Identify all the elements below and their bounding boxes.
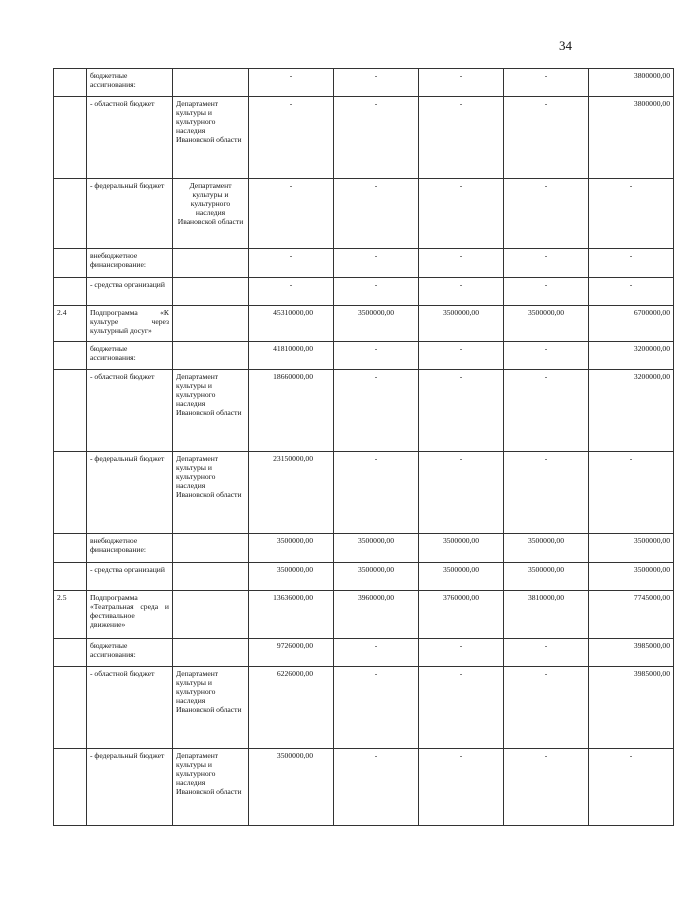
table-row [54,69,674,97]
executor-cell: Департамент культуры и культурного наследия Ивановской области [173,667,249,749]
executor-cell [173,639,249,667]
executor-cell [173,563,249,591]
table-row [54,370,674,452]
value-cell: - [419,97,504,179]
value-cell: 3500000,00 [419,306,504,342]
value-cell: - [249,69,334,97]
executor-cell [173,278,249,306]
value-cell: - [589,179,674,249]
row-number-cell: 2.4 [54,306,87,342]
value-cell: - [334,667,419,749]
value-cell: 7745000,00 [589,591,674,639]
value-cell: 23150000,00 [249,452,334,534]
row-number-cell [54,749,87,826]
value-cell: - [504,370,589,452]
row-number-cell [54,278,87,306]
value-cell: 6700000,00 [589,306,674,342]
value-cell: 6226000,00 [249,667,334,749]
value-cell: - [419,639,504,667]
executor-cell [173,591,249,639]
value-cell: - [334,179,419,249]
value-cell: 3760000,00 [419,591,504,639]
row-name-cell: Подпрограмма «К культуре через культурный досуг» [87,306,173,342]
value-cell: - [419,667,504,749]
table-row [54,306,674,342]
executor-cell [173,306,249,342]
table-row [54,749,674,826]
row-name-cell: - федеральный бюджет [87,179,173,249]
row-number-cell [54,667,87,749]
value-cell: 3500000,00 [334,306,419,342]
value-cell: - [419,278,504,306]
table-row [54,639,674,667]
table-row [54,452,674,534]
executor-cell [173,534,249,563]
value-cell: - [334,97,419,179]
row-number-cell [54,69,87,97]
value-cell: 3500000,00 [334,563,419,591]
value-cell: 3500000,00 [419,534,504,563]
value-cell: - [334,342,419,370]
table-row [54,667,674,749]
value-cell: - [334,249,419,278]
value-cell: - [419,249,504,278]
value-cell: 3500000,00 [504,563,589,591]
value-cell: - [504,97,589,179]
row-name-cell: Подпрограмма «Театральная среда и фестивальное движение» [87,591,173,639]
value-cell: - [589,452,674,534]
value-cell: - [334,370,419,452]
value-cell: - [334,639,419,667]
value-cell: 3800000,00 [589,69,674,97]
executor-cell: Департамент культуры и культурного наследия Ивановской области [173,452,249,534]
value-cell: - [419,69,504,97]
row-number-cell [54,639,87,667]
row-number-cell [54,249,87,278]
value-cell: 45310000,00 [249,306,334,342]
row-number-cell [54,563,87,591]
row-name-cell: внебюджетное финансирование: [87,249,173,278]
value-cell: - [504,342,589,370]
value-cell: - [504,278,589,306]
value-cell: - [419,452,504,534]
value-cell: - [334,69,419,97]
value-cell: 3800000,00 [589,97,674,179]
value-cell: - [589,249,674,278]
row-name-cell: - средства организаций [87,278,173,306]
row-name-cell: бюджетные ассигнования: [87,69,173,97]
executor-cell: Департамент культуры и культурного наследия Ивановской области [173,179,249,249]
row-name-cell: - средства организаций [87,563,173,591]
row-name-cell: - федеральный бюджет [87,749,173,826]
value-cell: 3500000,00 [334,534,419,563]
value-cell: 3500000,00 [504,306,589,342]
budget-table [53,68,674,826]
executor-cell [173,342,249,370]
value-cell: - [589,278,674,306]
page-number: 34 [559,38,572,53]
value-cell: 18660000,00 [249,370,334,452]
table-row [54,179,674,249]
value-cell: 3200000,00 [589,370,674,452]
value-cell: 3500000,00 [504,534,589,563]
value-cell: - [249,179,334,249]
row-number-cell [54,179,87,249]
row-number-cell [54,534,87,563]
value-cell: - [504,179,589,249]
value-cell: - [419,342,504,370]
table-row [54,249,674,278]
value-cell: 3500000,00 [249,563,334,591]
value-cell: - [249,278,334,306]
row-name-cell: - областной бюджет [87,97,173,179]
table-row [54,534,674,563]
value-cell: - [589,749,674,826]
row-name-cell: бюджетные ассигнования: [87,342,173,370]
value-cell: - [419,370,504,452]
value-cell: - [334,749,419,826]
value-cell: - [334,278,419,306]
value-cell: - [334,452,419,534]
value-cell: 3960000,00 [334,591,419,639]
table-row [54,591,674,639]
value-cell: 41810000,00 [249,342,334,370]
row-number-cell [54,342,87,370]
executor-cell [173,69,249,97]
value-cell: - [504,69,589,97]
value-cell: 9726000,00 [249,639,334,667]
row-number-cell [54,97,87,179]
value-cell: - [504,667,589,749]
value-cell: - [504,749,589,826]
row-name-cell: - областной бюджет [87,370,173,452]
row-number-cell [54,370,87,452]
row-number-cell: 2.5 [54,591,87,639]
value-cell: - [419,179,504,249]
value-cell: 3500000,00 [249,534,334,563]
executor-cell: Департамент культуры и культурного наследия Ивановской области [173,370,249,452]
row-name-cell: бюджетные ассигнования: [87,639,173,667]
executor-cell [173,249,249,278]
value-cell: - [249,97,334,179]
value-cell: - [504,639,589,667]
value-cell: - [419,749,504,826]
value-cell: 3810000,00 [504,591,589,639]
row-name-cell: внебюджетное финансирование: [87,534,173,563]
value-cell: 3500000,00 [419,563,504,591]
value-cell: 3500000,00 [589,563,674,591]
value-cell: - [504,249,589,278]
table-row [54,563,674,591]
row-number-cell [54,452,87,534]
executor-cell: Департамент культуры и культурного наследия Ивановской области [173,97,249,179]
value-cell: 3500000,00 [249,749,334,826]
executor-cell: Департамент культуры и культурного наследия Ивановской области [173,749,249,826]
value-cell: 3985000,00 [589,667,674,749]
value-cell: - [249,249,334,278]
table-row [54,342,674,370]
value-cell: 3200000,00 [589,342,674,370]
row-name-cell: - федеральный бюджет [87,452,173,534]
table-row [54,97,674,179]
row-name-cell: - областной бюджет [87,667,173,749]
table-row [54,278,674,306]
value-cell: 3500000,00 [589,534,674,563]
value-cell: - [504,452,589,534]
value-cell: 3985000,00 [589,639,674,667]
value-cell: 13636000,00 [249,591,334,639]
